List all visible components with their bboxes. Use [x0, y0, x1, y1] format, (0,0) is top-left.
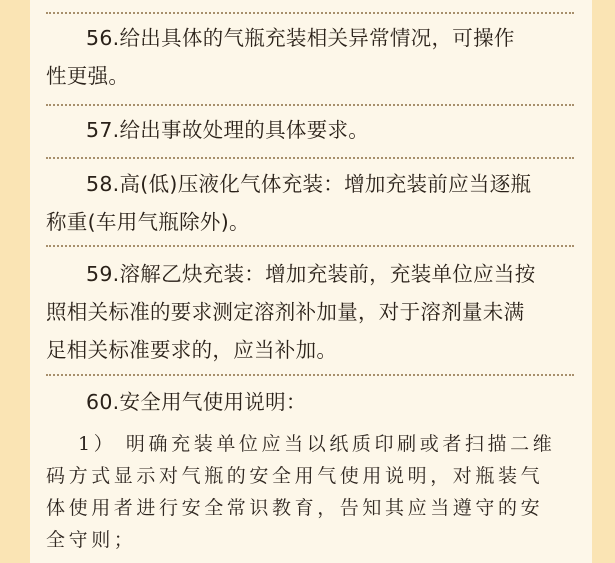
- item-57-line-1: 57.给出事故处理的具体要求。: [86, 118, 370, 142]
- dotted-divider: [46, 157, 574, 159]
- dotted-divider: [46, 245, 574, 247]
- content-card: [30, 0, 592, 563]
- item-59-line-1: 59.溶解乙炔充装：增加充装前，充装单位应当按: [86, 262, 536, 286]
- item-60-sub-line-4: 全守则；: [46, 529, 137, 551]
- item-59-line-2: 照相关标准的要求测定溶剂补加量，对于溶剂量未满: [46, 300, 525, 324]
- item-58-line-2: 称重(车用气瓶除外)。: [46, 210, 250, 234]
- dotted-divider: [46, 12, 574, 14]
- item-60-sub-line-3: 体使用者进行安全常识教育，告知其应当遵守的安: [46, 497, 544, 519]
- item-56-line-1: 56.给出具体的气瓶充装相关异常情况，可操作: [86, 26, 515, 50]
- dotted-divider: [46, 374, 574, 376]
- dotted-divider: [46, 104, 574, 106]
- item-58-line-1: 58.高(低)压液化气体充装：增加充装前应当逐瓶: [86, 172, 532, 196]
- item-59-line-3: 足相关标准要求的，应当补加。: [46, 338, 338, 362]
- item-60-sub-line-1: 1） 明确充装单位应当以纸质印刷或者扫描二维: [78, 433, 556, 455]
- item-56-line-2: 性更强。: [46, 64, 130, 88]
- item-60-heading: 60.安全用气使用说明：: [86, 390, 307, 414]
- item-60-sub-line-2: 码方式显示对气瓶的安全用气使用说明，对瓶装气: [46, 465, 544, 487]
